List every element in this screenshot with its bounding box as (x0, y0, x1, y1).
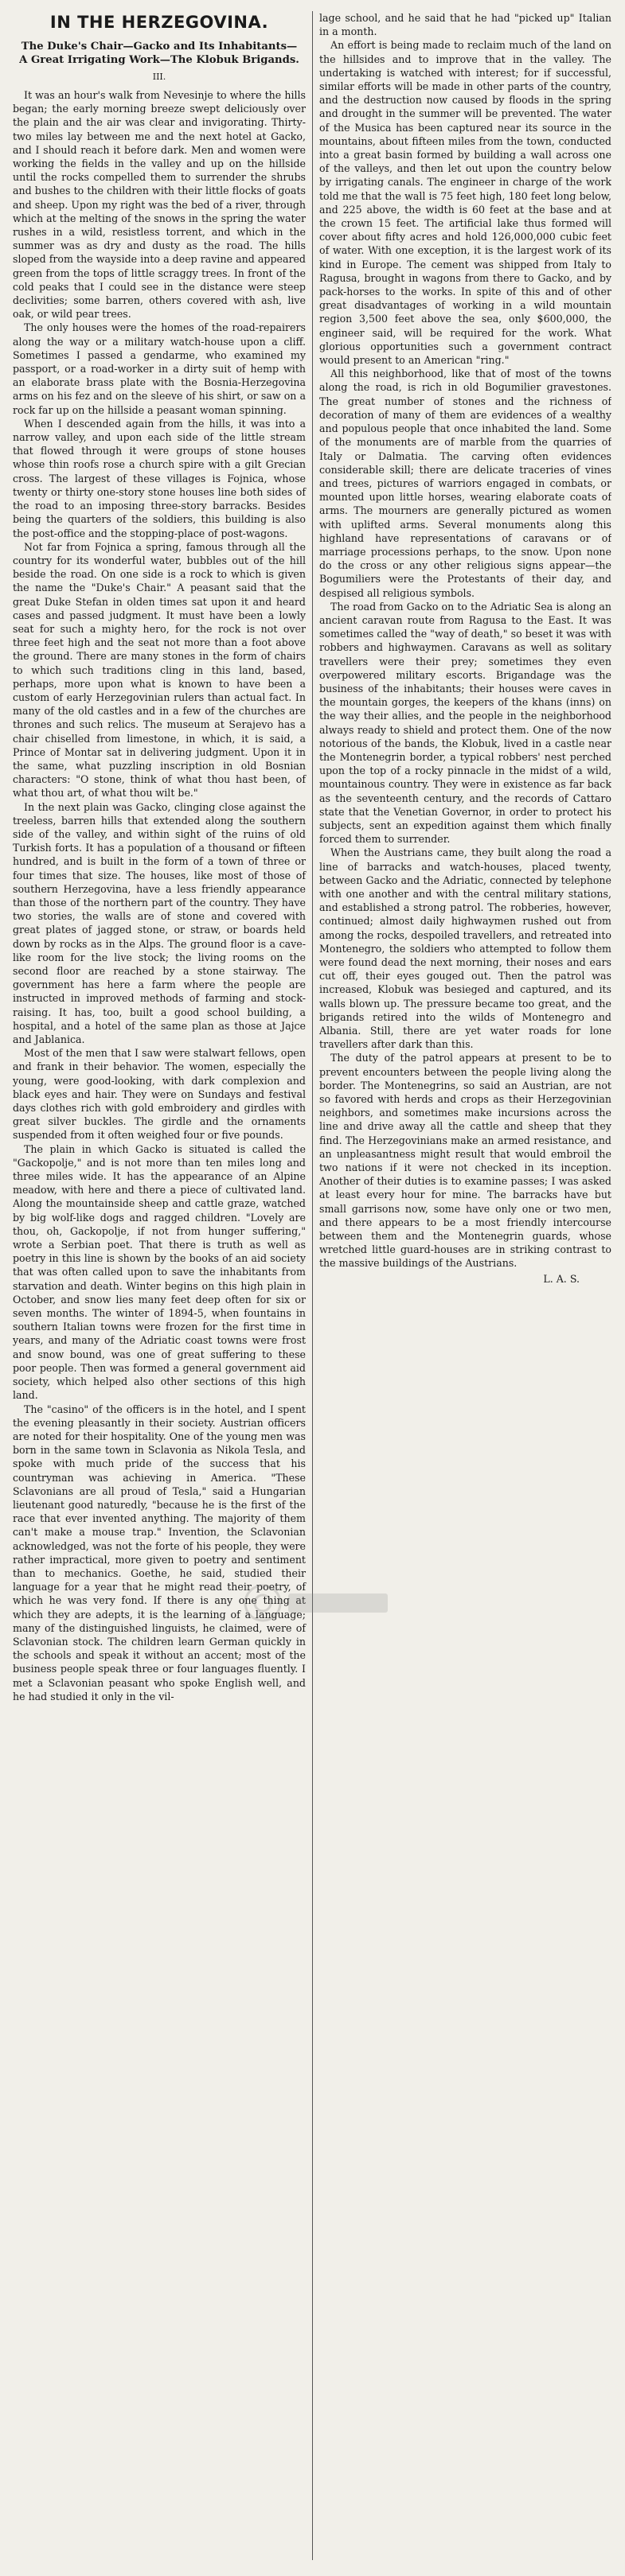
paragraph: When the Austrians came, they built along the road a line of barracks and watch-houses, placed twenty, between Gacko and the Adriatic, connected by telephone with one another and with the central military stations, and established a strong patrol. The robberies, however, continued; almost daily highwaymen rushed out from among the rocks, despoiled travellers, and retreated into Montenegro, the soldiers who attempted to follow them were found dead the next morning, their noses and ears cut off, their eyes gouged out. Then the patrol was increased, Klobuk was besieged and captured, and its walls blown up. The pressure became too great, and the brigands retired into the wilds of Montenegro and Albania. Still, there are yet water roads for lone travellers after dark than this. (319, 846, 611, 1051)
section-number: III. (152, 72, 166, 82)
paragraph: In the next plain was Gacko, clinging close against the treeless, barren hills that extended along the southern side of the valley, and within sight of the ruins of old Turkish forts. It has a population of a thousand or fifteen hundred, and is built in the form of a town of three or four times that size. The houses, like most of those of southern Herzegovina, have a less friendly appearance than those of the northern part of the country. They have two stories, the walls are of stone and covered with great plates of jagged stone, or straw, or boards held down by rocks as in the Alps. The ground floor is a cave-like room for the live stock; the living rooms on the second floor are reached by a stone stairway. The government has here a farm where the people are instructed in improved methods of farming and stock-raising. It has, too, built a good school building, a hospital, and a hotel of the same plan as those at Jajce and Jablanica. (13, 800, 306, 1046)
left-column (13, 11, 312, 2560)
paragraph: The road from Gacko on to the Adriatic Sea is along an ancient caravan route from Ragusa to the East. It was sometimes called the "way of death," so beset it was with robbers and highwaymen. Caravans as well as solitary travellers were their prey; sometimes they even overpowered military escorts. Brigandage was the business of the inhabitants; their houses were caves in the mountain gorges, the keepers of the khans (inns) on the way their allies, and the people in the neighborhood always ready to shield and protect them. One of the now notorious of the bands, the Klobuk, lived in a castle near the Montenegrin border, a typical robbers' nest perched upon the top of a rocky pinnacle in the midst of a wild, mountainous country. They were in existence as far back as the seventeenth century, and the records of Cattaro state that the Venetian Governor, in order to protect his subjects, sent an expedition against them which finally forced them to surrender. (319, 600, 611, 846)
archive-watermark-image (239, 1579, 394, 1627)
paragraph: When I descended again from the hills, it was into a narrow valley, and upon each side of the little stream that flowed through it were groups of stone houses whose thin roofs rose a church spire with a gilt Grecian cross. The largest of these villages is Fojnica, whose twenty or thirty one-story stone houses line both sides of the road to an imposing three-story barracks. Besides being the quarters of the soldiers, this building is also the post-office and the stopping-place of post-wagons. (13, 417, 306, 539)
paragraph: The duty of the patrol appears at present to be to prevent encounters between the people living along the border. The Montenegrins, so said an Austrian, are not so favored with herds and crops as their Herzegovinian neighbors, and sometimes make incursions across the line and drive away all the cattle and sheep that they find. The Herzegovinians make an armed resistance, and an unpleasantness might result that would embroil the two nations if it were not checked in its inception. Another of their duties is to examine passes; I was asked at least every hour for mine. The barracks have but small garrisons now, some have only one or two men, and there appears to be a most friendly intercourse between them and the Montenegrin guards, whose wretched little guard-houses are in striking contrast to the massive buildings of the Austrians. (319, 1052, 611, 1270)
paragraph: Not far from Fojnica a spring, famous through all the country for its wonderful water, bubbles out of the hill beside the road. On one side is a rock to which is given the name the "Duke's Chair." A peasant said that the great Duke Stefan in olden times sat upon it and heard cases and passed judgment. It must have been a lowly seat for such a mighty hero, for the rock is not over three feet high and the seat not more than a foot above the ground. There are many stones in the form of chairs to which such traditions cling in this land, based, perhaps, more upon what is known to have been a custom of early Herzegovinian rulers than actual fact. In many of the old castles and in a few of the churches are thrones and such relics. The museum at Serajevo has a chair chiselled from limestone, in which, it is said, a Prince of Montar sat in delivering judgment. Upon it in the same, what puzzling inscription in old Bosnian characters: "O stone, think of what thou hast been, of what thou art, of what thou wilt be." (13, 540, 306, 800)
article-body-right (319, 11, 611, 1270)
paragraph: The "casino" of the officers is in the hotel, and I spent the evening pleasantly in their society. Austrian officers are noted for their hospitality. One of the young men was born in the same town in Sclavonia as Nikola Tesla, and spoke with much pride of the success that his countryman was achieving in America. "These Sclavonians are all proud of Tesla," said a Hungarian lieutenant good naturedly, "because he is the first of the race that ever invented anything. The majority of them can't make a mouse trap." Invention, the Sclavonian acknowledged, was not the forte of his people, they were rather impractical, more given to poetry and sentiment than to mechanics. Goethe, he said, studied their language for a year that he might read their poetry, of which he was very fond. If there is any one thing at which they are adepts, it is the learning of a language; many of the distinguished linguists, he claimed, were of Sclavonian stock. The children learn German quickly in the schools and speak it without an accent; most of the business people speak three or four languages fluently. I met a Sclavonian peasant who spoke English well, and he had studied it only in the vil- (13, 1403, 306, 1702)
headline: IN THE HERZEGOVINA. (49, 13, 269, 32)
author-signature: L. A. S. (543, 1272, 580, 1285)
paragraph: The only houses were the homes of the road-repairers along the way or a military watch-house upon a cliff. Sometimes I passed a gendarme, who examined my passport, or a road-worker in a dirty suit of hemp with an elaborate brass plate with the Bosnia-Herzegovina arms on his fez and on the sleeve of his shirt, or saw on a rock far up on the hillside a peasant woman spinning. (13, 321, 306, 416)
paragraph: Most of the men that I saw were stalwart fellows, open and frank in their behavior. The women, especially the young, were good-looking, with dark complexion and black eyes and hair. They were on Sundays and festival days clothes rich with gold embroidery and girdles with great silver buckles. The girdle and the ornaments suspended from it often weighed four or five pounds. (13, 1047, 306, 1142)
right-column (312, 11, 611, 2560)
paragraph: An effort is being made to reclaim much of the land on the hillsides and to improve that in the valley. The undertaking is watched with interest; for if successful, similar efforts will be made in other parts of the country, and the destruction now caused by floods in the spring and drought in the summer will be prevented. The water of the Musica has been captured near its source in the mountains, about fifteen miles from the town, conducted into a great basin formed by building a wall across one of the valleys, and then let out upon the country below by irrigating canals. The engineer in charge of the work told me that the wall is 75 feet high, 180 feet long below, and 225 above, the width is 60 feet at the base and at the crown 15 feet. The artificial lake thus formed will cover about fifty acres and hold 126,000,000 cubic feet of water. With one exception, it is the largest work of its kind in Europe. The cement was shipped from Italy to Ragusa, brought in wagons from there to Gacko, and by pack-horses to the works. In spite of this and of other great disadvantages of working in a wild mountain region 3,500 feet above the sea, only $600,000, the engineer said, will be required for the work. What glorious opportunities such a government contract would present to an American "ring." (319, 39, 611, 367)
paragraph: It was an hour's walk from Nevesinje to where the hills began; the early morning breeze swept deliciously over the plain and the air was clear and invigorating. Thirty-two miles lay between me and the next hotel at Gacko, and I should reach it before dark. Men and women were working the fields in the valley and up on the hillside until the rocks compelled them to surrender the shrubs and bushes to the children with their little flocks of goats and sheep. Upon my right was the bed of a river, through which at the melting of the snows in the spring the water rushes in a wild, resistless torrent, and which in the summer was as dry and dusty as the road. The hills sloped from the wayside into a deep ravine and appeared green from the tops of little scraggy trees. In front of the cold peaks that I could see in the distance were steep declivities; some barren, others covered with ash, live oak, or wild pear trees. (13, 89, 306, 321)
paragraph: All this neighborhood, like that of most of the towns along the road, is rich in old Bogumilier gravestones. The great number of stones and the richness of decoration of many of them are evidences of a wealthy and populous people that once inhabited the land. Some of the monuments are of marble from the quarries of Italy or Dalmatia. The carving often evidences considerable skill; there are delicate traceries of vines and trees, pictures of warriors engaged in combats, or mounted upon little horses, wearing elaborate coats of arms. The mourners are generally pictured as women with uplifted arms. Several monuments along this highland have representations of caravans or of marriage processions perhaps, to the snow. Upon none do the cross or any other religious signs appear—the Bogumiliers were the Protestants of their day, and despised all religious symbols. (319, 368, 611, 599)
paragraph: The plain in which Gacko is situated is called the "Gackopolje," and is not more than ten miles long and three miles wide. It has the appearance of an Alpine meadow, with here and there a piece of cultivated land. Along the mountainside sheep and cattle graze, watched by big wolf-like dogs and ragged children. "Lovely are thou, oh, Gackopolje, if not from hunger suffering," wrote a Serbian poet. That there is truth as well as poetry in this line is shown by the books of an aid society that was often called upon to save the inhabitants from starvation and death. Winter begins on this high plain in October, and snow lies many feet deep often for six or seven months. The winter of 1894-5, when fountains in southern Italian towns were frozen for the first time in years, and many of the Adriatic coast towns were frost and snow bound, was one of great suffering to these poor people. Then was formed a general government aid society, which helped also other sections of this high land. (13, 1142, 306, 1402)
paragraph: lage school, and he said that he had "picked up" Italian in a month. (319, 12, 611, 38)
subheading: The Duke's Chair—Gacko and Its Inhabitants—A Great Irrigating Work—The Klobuk Brigands. (19, 41, 299, 66)
article-body-left (13, 88, 306, 1703)
